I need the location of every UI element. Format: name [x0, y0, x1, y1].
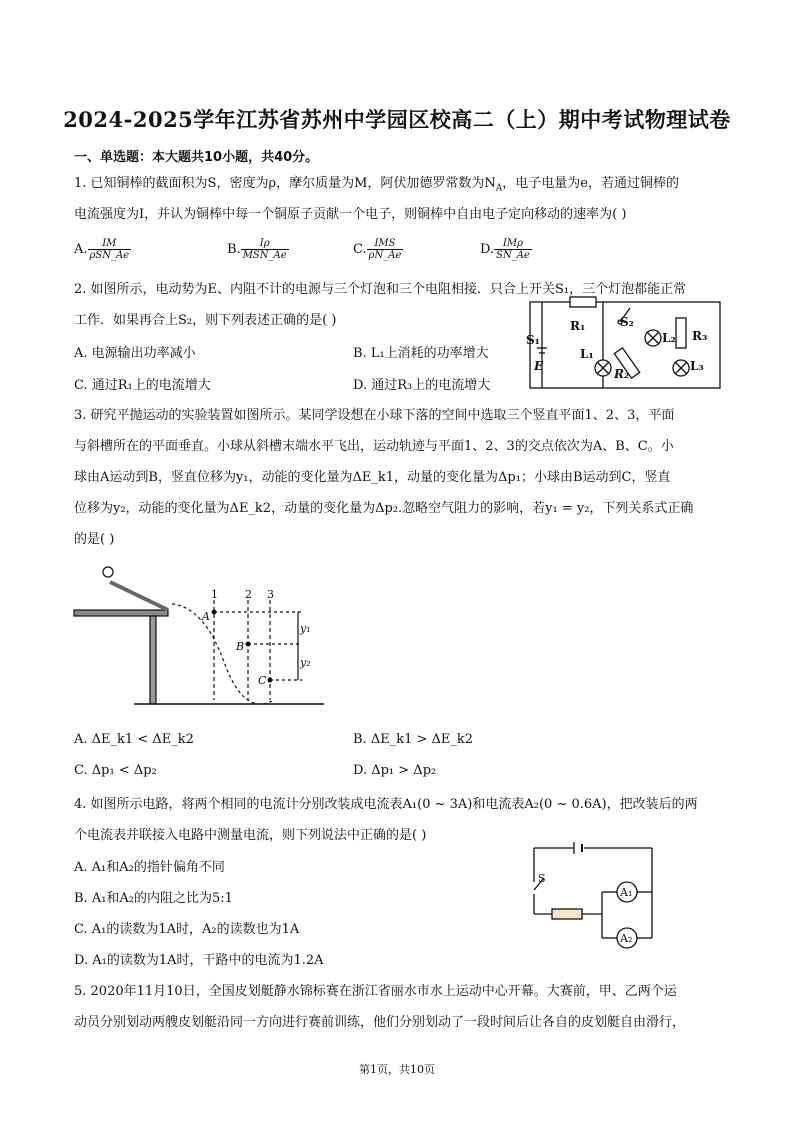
- q2-circuit-figure: [528, 300, 728, 392]
- q1-option-c[interactable]: C. $\frac{\text{IMS}}{\rho N\_Ae}$: [353, 238, 402, 261]
- label-l3: L₃: [690, 359, 704, 373]
- q1-option-d[interactable]: D. $\frac{\text{IMρ}}{SN\_Ae}$: [480, 238, 530, 261]
- switch-s-label: S: [538, 872, 546, 885]
- q2-option-b[interactable]: B. L₁上消耗的功率增大: [353, 346, 489, 361]
- plane-3-label: 3: [267, 588, 274, 601]
- point-c-label: C: [258, 674, 267, 687]
- page-footer: 第1页，共10页: [359, 1063, 435, 1076]
- q5-line2: 动员分别划动两艘皮划艇沿同一方向进行赛前训练，他们分别划动了一段时间后让各自的皮划艇自由滑行，: [74, 1015, 686, 1030]
- q3-line4: 位移为y₂，动能的变化量为ΔE_k2，动量的变化量为Δp₂.忽略空气阻力的影响，若y₁ = y₂，下列关系式正确: [74, 501, 694, 516]
- q3-option-b[interactable]: B. ΔE_k1 > ΔE_k2: [353, 732, 474, 747]
- q1-option-b[interactable]: B. $\frac{I\rho}{\text{MSN\_Ae}}$: [227, 238, 287, 261]
- plane-1-label: 1: [211, 588, 218, 601]
- q3-option-c[interactable]: C. Δp₁ < Δp₂: [74, 763, 157, 778]
- q1-option-a[interactable]: A. $\frac{IM}{\text{ρSN\_Ae}}$: [74, 238, 130, 261]
- q4-line1: 4. 如图所示电路，将两个相同的电流计分别改装成电流表A₁(0 ~ 3A)和电流表A₂(0 ~ 0.6A)，把改装后的两: [74, 797, 698, 812]
- ammeter-a1-label: A₁: [620, 886, 633, 899]
- page-title: 2024-2025学年江苏省苏州中学园区校高二（上）期中考试物理试卷: [63, 107, 731, 132]
- label-s1: S₁: [526, 333, 540, 347]
- point-b-label: B: [236, 640, 245, 653]
- label-r1: R₁: [570, 319, 586, 333]
- q1-line1: 1. 已知铜棒的截面积为S，密度为ρ，摩尔质量为M，阿伏加德罗常数为$N_A$，电子电量为e，若通过铜棒的: [74, 176, 679, 194]
- q2-line2: 工作．如果再合上S₂，则下列表述正确的是( ): [74, 313, 337, 328]
- ammeter-a2-label: A₂: [620, 932, 633, 945]
- q1-line2: 电流强度为I，并认为铜棒中每一个铜原子贡献一个电子，则铜棒中自由电子定向移动的速率为( ): [74, 207, 627, 222]
- q2-option-c[interactable]: C. 通过R₁上的电流增大: [74, 378, 211, 393]
- q4-option-b[interactable]: B. A₁和A₂的内阻之比为5:1: [74, 891, 233, 906]
- q3-option-a[interactable]: A. ΔE_k1 < ΔE_k2: [74, 732, 194, 747]
- q2-option-d[interactable]: D. 通过R₃上的电流增大: [353, 378, 491, 393]
- q4-option-a[interactable]: A. A₁和A₂的指针偏角不同: [74, 860, 225, 875]
- q4-option-d[interactable]: D. A₁的读数为1A时，干路中的电流为1.2A: [74, 953, 324, 968]
- q5-line1: 5. 2020年11月10日，全国皮划艇静水锦标赛在浙江省丽水市水上运动中心开幕。大赛前，甲、乙两个运: [74, 984, 677, 999]
- label-e: E: [534, 359, 544, 373]
- point-a-label: A: [202, 610, 210, 623]
- y2-label: y₂: [300, 656, 311, 669]
- q3-option-d[interactable]: D. Δp₁ > Δp₂: [353, 763, 437, 778]
- y1-label: y₁: [300, 622, 311, 635]
- q3-line5: 的是( ): [74, 532, 115, 547]
- label-r3: R₃: [692, 329, 708, 343]
- label-r2: R₂: [614, 367, 630, 381]
- label-l1: L₁: [580, 347, 594, 361]
- q4-circuit-figure: [522, 842, 662, 950]
- q3-line3: 球由A运动到B，竖直位移为y₁，动能的变化量为ΔE_k1，动量的变化量为Δp₁；小球由B运动到C，竖直: [74, 470, 671, 485]
- label-s2: S₂: [620, 315, 634, 329]
- label-l2: L₂: [662, 331, 676, 345]
- q2-line1: 2. 如图所示，电动势为E、内阻不计的电源与三个灯泡和三个电阻相接．只合上开关S₁，三个灯泡都能正常: [74, 282, 687, 297]
- q3-projectile-figure: [74, 562, 324, 710]
- section-heading: 一、单选题：本大题共10小题，共40分。: [74, 150, 319, 165]
- plane-2-label: 2: [245, 588, 252, 601]
- q3-line2: 与斜槽所在的平面垂直。小球从斜槽末端水平飞出，运动轨迹与平面1、2、3的交点依次为A、B、C。小: [74, 439, 674, 454]
- q3-line1: 3. 研究平抛运动的实验装置如图所示。某同学设想在小球下落的空间中选取三个竖直平面1、2、3，平面: [74, 408, 675, 423]
- q2-option-a[interactable]: A. 电源输出功率减小: [74, 346, 196, 361]
- q4-option-c[interactable]: C. A₁的读数为1A时，A₂的读数也为1A: [74, 922, 300, 937]
- q4-line2: 个电流表并联接入电路中测量电流，则下列说法中正确的是( ): [74, 828, 427, 843]
